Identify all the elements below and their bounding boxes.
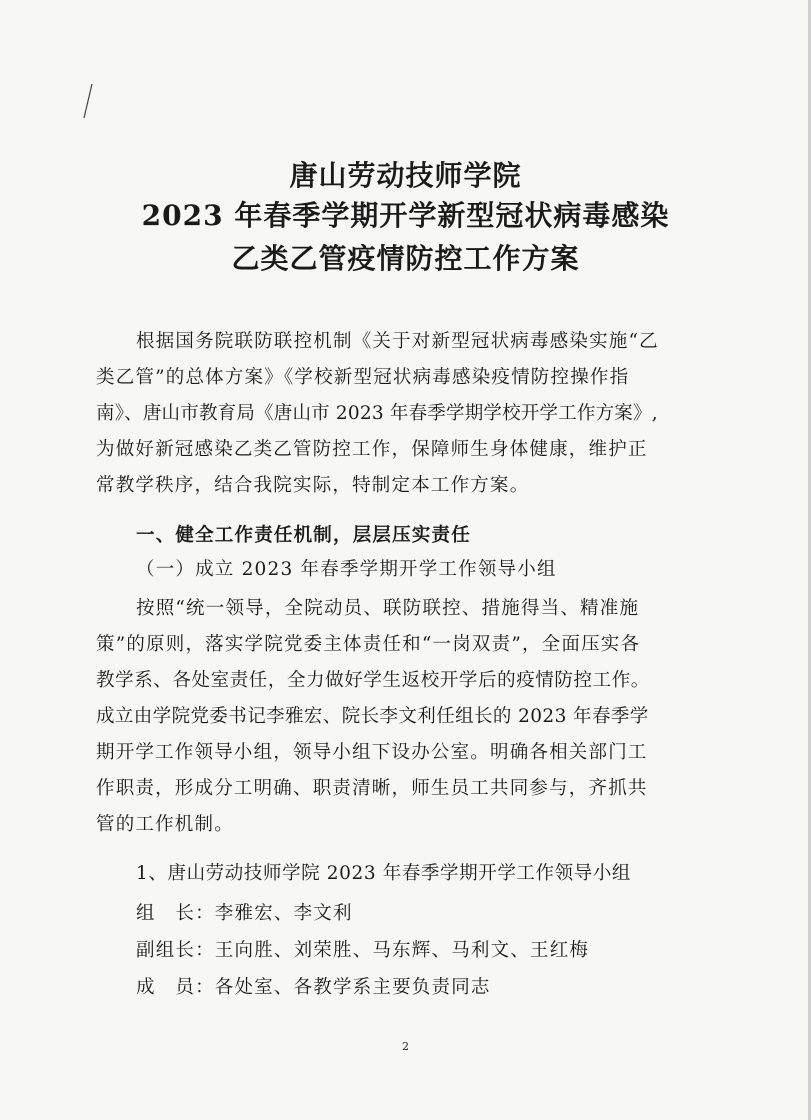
title-line-3: 乙类乙管疫情防控工作方案: [231, 242, 580, 275]
body-line: 期开学工作领导小组，领导小组下设办公室。明确各相关部门工: [96, 742, 648, 763]
leader-line: 组 长：李雅宏、李文利: [136, 903, 353, 924]
body-line: 策”的原则，落实学院党委主体责任和“一岗双责”，全面压实各: [96, 634, 641, 655]
intro-line: 类乙管”的总体方案》《学校新型冠状病毒感染疫情防控操作指: [96, 367, 630, 388]
page-number: 2: [402, 1040, 409, 1053]
intro-line: 常教学秩序，结合我院实际，特制定本工作方案。: [96, 475, 530, 496]
title-school-name: 唐山劳动技师学院: [289, 159, 522, 192]
member-line: 成 员：各处室、各教学系主要负责同志: [136, 977, 491, 998]
body-line: 按照“统一领导，全院动员、联防联控、措施得当、精准施: [136, 598, 640, 619]
body-line: 作职责，形成分工明确、职责清晰，师生员工共同参与，齐抓共: [96, 778, 648, 799]
body-line: 教学系、各处室责任，全力做好学生返校开学后的疫情防控工作。: [96, 670, 650, 691]
intro-line: 为做好新冠感染乙类乙管防控工作，保障师生身体健康，维护正: [96, 439, 648, 460]
deputy-leader-line: 副组长：王向胜、刘荣胜、马东辉、马利文、王红梅: [136, 940, 590, 961]
item-1-heading: 1、唐山劳动技师学院 2023 年春季学期开学工作领导小组: [136, 863, 632, 884]
intro-paragraph: [96, 324, 706, 504]
intro-line: 根据国务院联防联控机制《关于对新型冠状病毒感染实施“乙: [136, 331, 659, 352]
title-line-2: 2023 年春季学期开学新型冠状病毒感染: [141, 199, 670, 232]
intro-line: 南》、唐山市教育局《唐山市 2023 年春季学期学校开学工作方案》,: [96, 403, 658, 424]
body-line: 成立由学院党委书记李雅宏、院长李文利任组长的 2023 年春季学: [96, 706, 649, 727]
subsection-1-heading: （一）成立 2023 年春季学期开学工作领导小组: [136, 559, 557, 580]
section-1-heading: 一、健全工作责任机制，层层压实责任: [136, 525, 471, 546]
pen-stroke-mark: [80, 82, 100, 122]
body-line: 管的工作机制。: [96, 814, 234, 835]
subsection-1-body: [96, 591, 706, 843]
